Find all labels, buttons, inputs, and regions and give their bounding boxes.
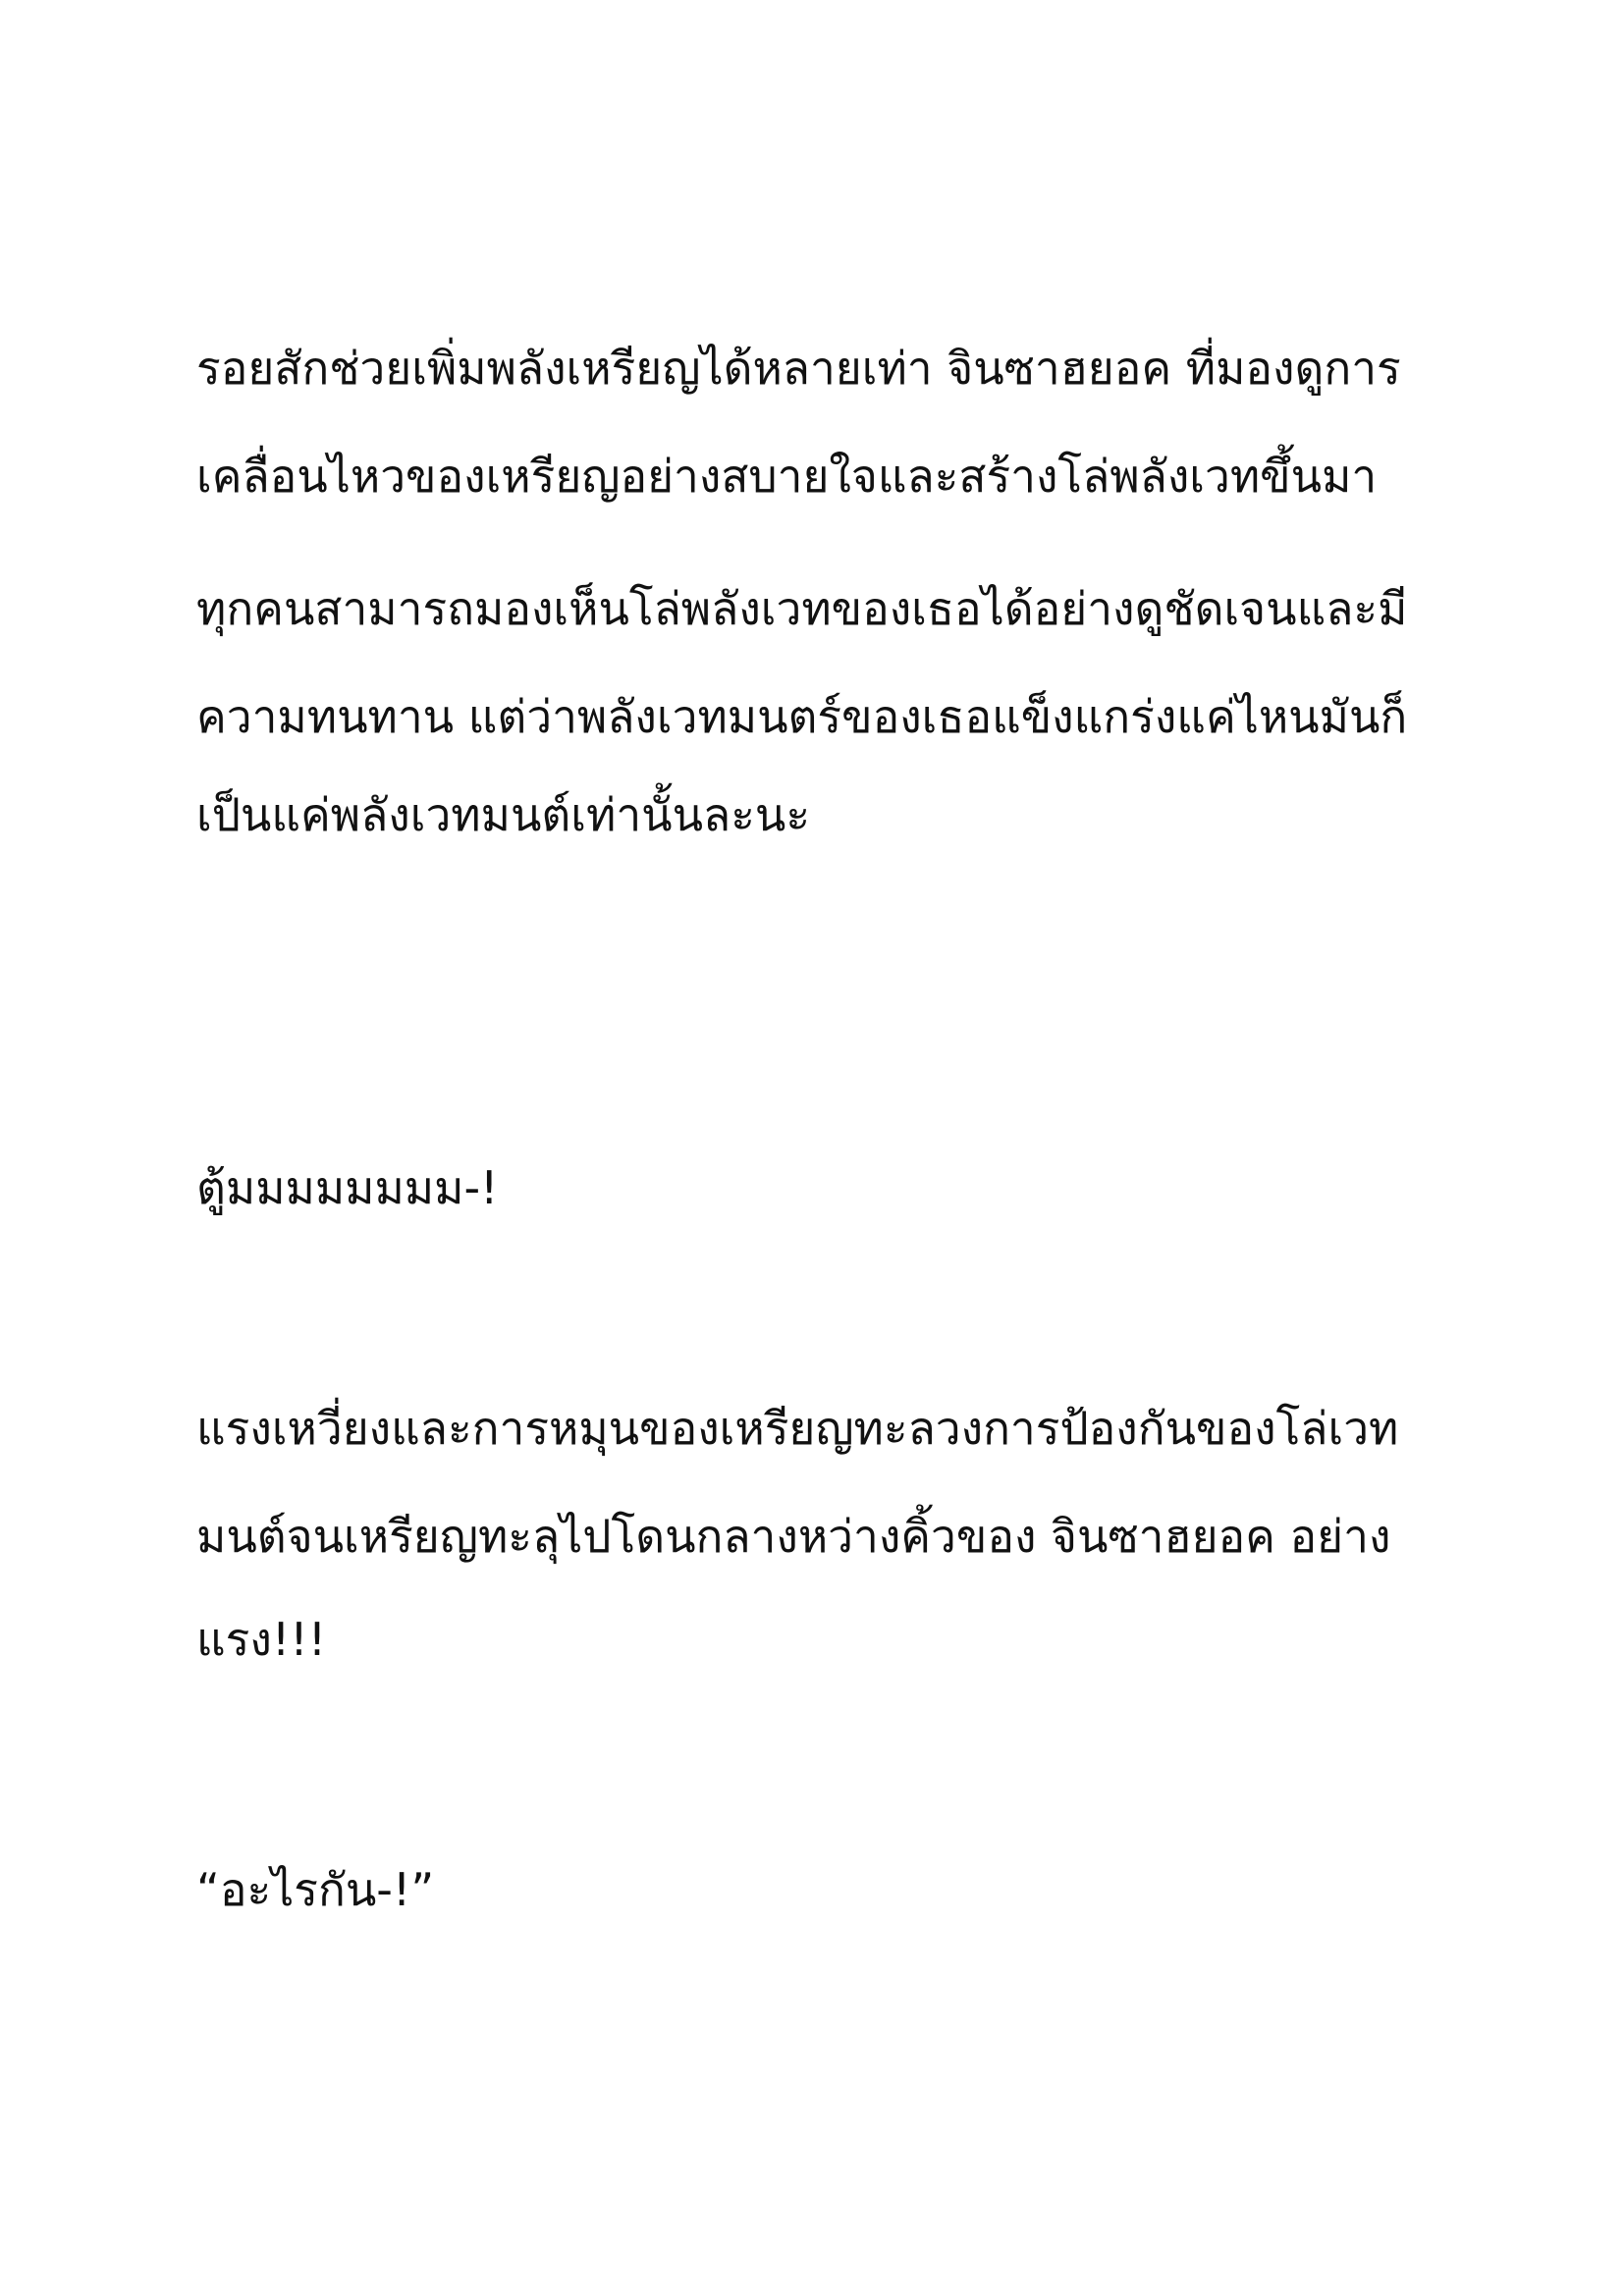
paragraph-1-line-2: เคลื่อนไหวของเหรียญอย่างสบายใจและสร้างโล่พลังเวทขึ้นมา	[196, 450, 1378, 503]
paragraph-3-line-1: ตู้มมมมมมมม-!	[196, 1161, 499, 1214]
paragraph-4-line-1: แรงเหวี่ยงและการหมุนของเหรียญทะลวงการป้องกันของโล่เวท	[196, 1402, 1399, 1455]
paragraph-4-line-3: แรง!!!	[196, 1613, 327, 1666]
paragraph-2-line-3: เป็นแค่พลังเวทมนต์เท่านั้นละนะ	[196, 788, 811, 841]
paragraph-1-line-1: รอยสักช่วยเพิ่มพลังเหรียญได้หลายเท่า จินซาฮยอค ที่มองดูการ	[196, 342, 1401, 395]
paragraph-2-line-2: ความทนทาน แต่ว่าพลังเวทมนตร์ของเธอแข็งแกร่งแค่ไหนมันก็	[196, 690, 1408, 743]
paragraph-4-line-2: มนต์จนเหรียญทะลุไปโดนกลางหว่างคิ้วของ จินซาฮยอค อย่าง	[196, 1510, 1391, 1563]
paragraph-2-line-1: ทุกคนสามารถมองเห็นโล่พลังเวทของเธอได้อย่างดูชัดเจนและมี	[196, 582, 1408, 635]
paragraph-5-line-1: “อะไรกัน-!”	[196, 1863, 435, 1916]
